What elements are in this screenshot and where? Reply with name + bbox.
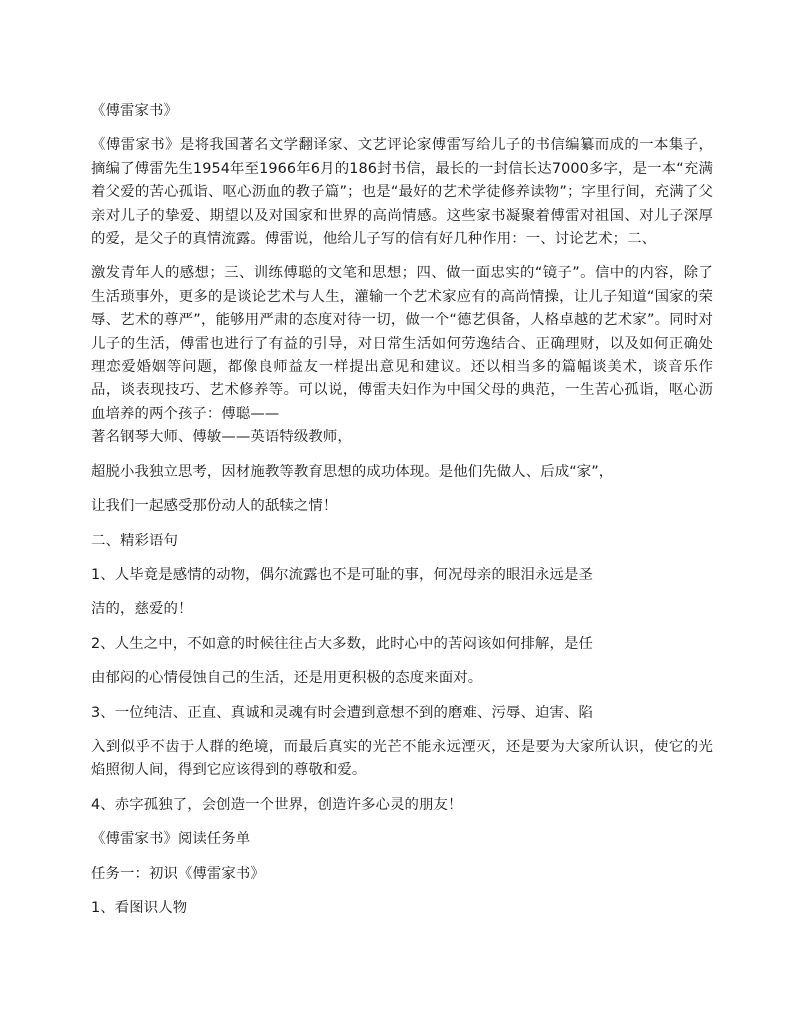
document-page	[91, 100, 713, 920]
quote-2-line-1: 2、人生之中，不如意的时候往往占大多数，此时心中的苦闷该如何排解，是任	[91, 635, 593, 652]
task-1-item-1: 1、看图识人物	[91, 899, 188, 916]
quote-3-line-1: 3、一位纯洁、正直、真诚和灵魂有时会遭到意想不到的磨难、污辱、迫害、陷	[91, 704, 593, 721]
roles-paragraph-end: 著名钢琴大师、傅敏——英语特级教师，	[91, 429, 352, 446]
section-heading-quotes: 二、精彩语句	[91, 532, 178, 549]
intro-paragraph: 《傅雷家书》是将我国著名文学翻译家、文艺评论家傅雷写给儿子的书信编纂而成的一本集子，摘编了傅雷先生1954年至1966年6月的186封书信，最长的一封信长达7000多字，是一本“充满着父爱的苦心孤诣、呕心沥血的教子篇”；也是“最好的艺术学徒修养读物”；字里行间，充满了父亲对儿子的挚爱、期望以及对国家和世界的高尚情感。这些家书凝聚着傅雷对祖国、对儿子深厚的爱，是父子的真情流露。傅雷说，他给儿子写的信有好几种作用：一、讨论艺术；二、	[91, 137, 713, 248]
task-list-title: 《傅雷家书》阅读任务单	[91, 831, 251, 848]
doc-title: 《傅雷家书》	[91, 103, 178, 119]
quote-2-line-2: 由郁闷的心情侵蚀自己的生活，还是用更积极的态度来面对。	[91, 670, 483, 687]
education-paragraph: 超脱小我独立思考，因材施教等教育思想的成功体现。是他们先做人、后成“家”，	[91, 463, 614, 480]
quote-4: 4、赤字孤独了，会创造一个世界，创造许多心灵的朋友！	[91, 796, 463, 813]
quote-3-line-2: 入到似乎不齿于人群的绝境，而最后真实的光芒不能永远湮灭，还是要为大家所认识，使它的光焰照彻人间，得到它应该得到的尊敬和爱。	[91, 738, 713, 779]
quote-1-line-1: 1、人毕竟是感情的动物，偶尔流露也不是可耻的事，何况母亲的眼泪永远是圣	[91, 566, 593, 583]
task-1-heading: 任务一：初识《傅雷家书》	[91, 865, 265, 882]
closing-paragraph: 让我们一起感受那份动人的舐犊之情！	[91, 498, 338, 515]
roles-paragraph: 激发青年人的感想；三、训练傅聪的文笔和思想；四、做一面忠实的“镜子”。信中的内容，除了生活琐事外，更多的是谈论艺术与人生，灌输一个艺术家应有的高尚情操，让儿子知道“国家的荣辱、艺术的尊严”，能够用严肃的态度对待一切，做一个“德艺俱备，人格卓越的艺术家”。同时对儿子的生活，傅雷也进行了有益的引导，对日常生活如何劳逸结合、正确理财，以及如何正确处理恋爱婚姻等问题，都像良师益友一样提出意见和建议。还以相当多的篇幅谈美术，谈音乐作品，谈表现技巧、艺术修养等。可以说，傅雷夫妇作为中国父母的典范，一生苦心孤诣，呕心沥血培养的两个孩子：傅聪——	[91, 265, 713, 422]
quote-1-line-2: 洁的，慈爱的！	[91, 601, 193, 618]
